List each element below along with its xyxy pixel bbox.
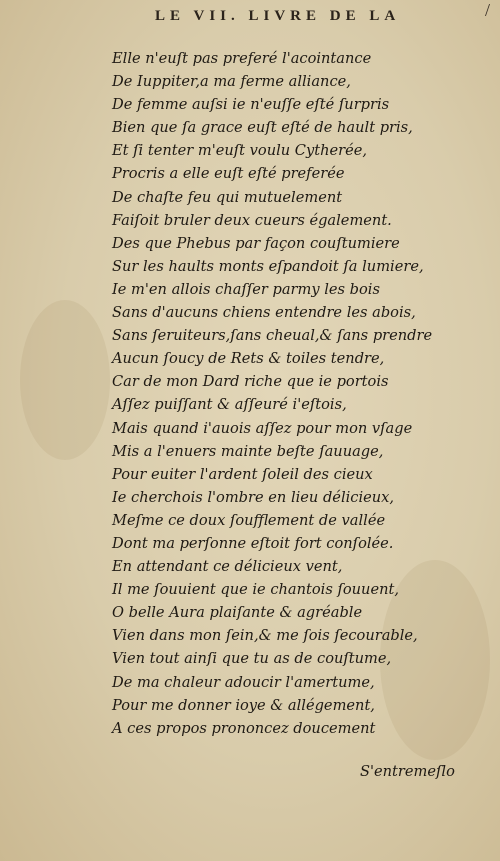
verse-line: Car de mon Dard riche que ie portois bbox=[112, 373, 389, 391]
verse-line: En attendant ce délicieux vent, bbox=[112, 558, 343, 576]
verse-line: Ie cherchois l'ombre en lieu délicieux, bbox=[112, 488, 395, 506]
corner-mark: / bbox=[484, 0, 490, 20]
verse-line: Faiſoit bruler deux cueurs également. bbox=[112, 211, 392, 229]
verse-line: Sans d'aucuns chiens entendre les abois, bbox=[112, 304, 416, 322]
verse-line: Il me ſouuient que ie chantois ſouuent, bbox=[112, 581, 399, 599]
verse-line: Vien tout ainſi que tu as de couſtume, bbox=[112, 650, 392, 668]
verse-line: De chaſte feu qui mutuelement bbox=[112, 188, 343, 206]
verse-line: Sur les haults monts eſpandoit ſa lumiere, bbox=[112, 257, 424, 275]
verse-line: Des que Phebus par façon couſtumiere bbox=[112, 234, 400, 252]
verse-line: Elle n'euſt pas preferé l'acointance bbox=[112, 50, 372, 67]
verse-block bbox=[112, 47, 472, 740]
verse-line: Bien que ſa grace euſt eſté de hault pris, bbox=[112, 119, 413, 137]
paper-stain bbox=[20, 300, 110, 460]
verse-line: Aſſez puiſſant & aſſeuré i'eſtois, bbox=[112, 396, 347, 414]
verse-line: Pour euiter l'ardent ſoleil des cieux bbox=[112, 465, 373, 483]
verse-line: Ie m'en allois chaſſer parmy les bois bbox=[112, 280, 380, 298]
verse-line: Aucun ſoucy de Rets & toiles tendre, bbox=[112, 350, 385, 368]
verse-line: Dont ma perſonne eſtoit fort conſolée. bbox=[112, 534, 394, 552]
running-title: LE VII. LIVRE DE LA bbox=[155, 8, 401, 24]
verse-line: Meſme ce doux ſoufflement de vallée bbox=[112, 511, 386, 529]
verse-line: Pour me donner ioye & allégement, bbox=[112, 696, 375, 714]
verse-line: Mais quand i'auois aſſez pour mon vſage bbox=[112, 419, 413, 437]
verse-line: Et ſi tenter m'euſt voulu Cytherée, bbox=[112, 142, 368, 160]
catchword: S'entremeſlo bbox=[360, 763, 455, 780]
verse-line: Vien dans mon ſein,& me ſois ſecourable, bbox=[112, 627, 418, 645]
verse-line: De femme auſsi ie n'euſſe eſté ſurpris bbox=[112, 96, 390, 114]
verse-line: A ces propos prononcez doucement bbox=[112, 719, 376, 737]
verse-line: De Iuppiter,a ma ferme alliance, bbox=[112, 73, 351, 91]
verse-line: De ma chaleur adoucir l'amertume, bbox=[112, 673, 375, 691]
verse-line: Procris a elle euſt eſté preferée bbox=[112, 165, 345, 183]
verse-line: Sans ſeruiteurs,ſans cheual,& ſans prendre bbox=[112, 327, 433, 345]
verse-line: O belle Aura plaiſante & agréable bbox=[112, 604, 363, 622]
verse-line: Mis a l'enuers mainte beſte ſauuage, bbox=[112, 442, 384, 460]
